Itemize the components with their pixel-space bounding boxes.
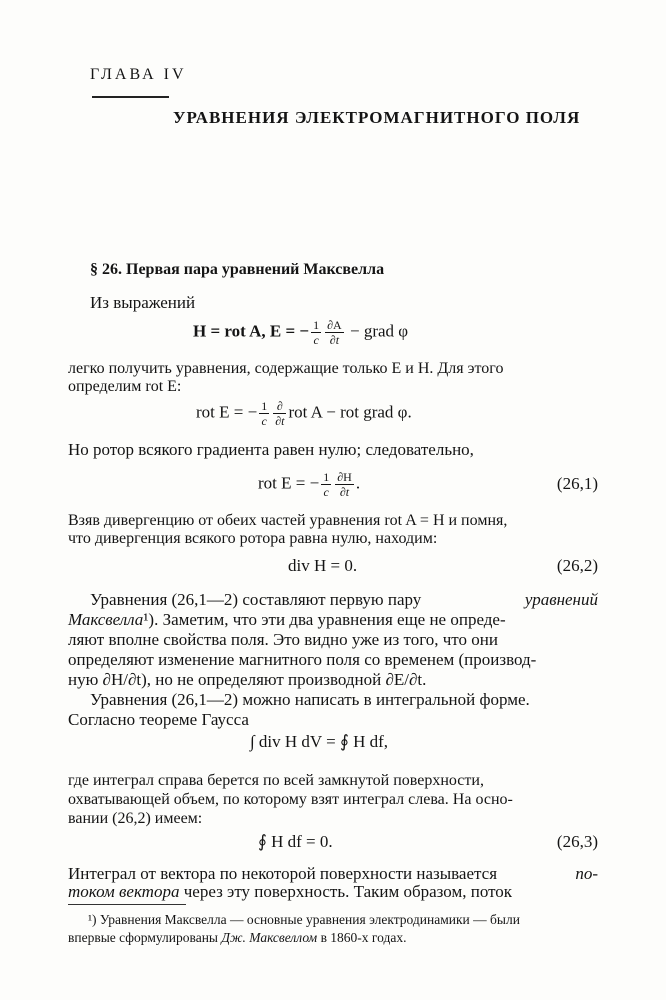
fraction-numerator: 1	[261, 399, 268, 413]
chapter-title: УРАВНЕНИЯ ЭЛЕКТРОМАГНИТНОГО ПОЛЯ	[173, 108, 581, 127]
paragraph-line	[68, 882, 512, 902]
text-run-italic: током вектора	[68, 882, 180, 901]
fraction-denominator: c	[323, 485, 329, 499]
fraction-denominator: c	[313, 333, 319, 347]
equation-gauss: ∫ div H dV = ∮ H df,	[250, 732, 389, 751]
fraction	[321, 470, 331, 499]
equation-part: rot A − rot grad φ.	[288, 402, 412, 422]
chapter-rule	[92, 96, 169, 98]
text-run-italic: по-	[575, 864, 598, 883]
equation-number: (26,2)	[556, 556, 598, 575]
paragraph-line: определяют изменение магнитного поля со временем (производ-	[68, 650, 537, 669]
equation-26-2: div H = 0.	[288, 556, 358, 575]
paragraph-line: легко получить уравнения, содержащие только E и H. Для этого	[68, 360, 504, 377]
equation-part: rot E = −	[258, 473, 320, 493]
section-heading: § 26. Первая пара уравнений Максвелла	[90, 261, 385, 278]
paragraph-line: вании (26,2) имеем:	[68, 810, 203, 827]
fraction	[273, 399, 286, 428]
fraction-denominator: ∂t	[339, 485, 350, 499]
paragraph-line	[68, 610, 506, 630]
equation-number: (26,3)	[556, 832, 598, 851]
paragraph-line: Взяв дивергенцию от обеих частей уравнения rot A = H и помня,	[68, 512, 508, 529]
fraction-numerator: ∂A	[327, 318, 342, 332]
paragraph-line: ляют вполне свойства поля. Это видно уже из того, что они	[68, 630, 498, 649]
equation-rot-e-intermediate	[196, 399, 412, 428]
text-run-italic: Дж. Максвеллом	[221, 930, 318, 945]
text-run: Уравнения (26,1—2) составляют первую пару	[90, 590, 422, 609]
fraction-numerator: 1	[313, 318, 320, 332]
equation-26-3: ∮ H df = 0.	[258, 832, 333, 851]
equation-part: .	[355, 473, 361, 493]
footnote-rule	[68, 904, 186, 905]
fraction	[335, 470, 354, 499]
fraction-numerator: ∂	[273, 399, 286, 414]
paragraph-line: Уравнения (26,1—2) можно написать в интегральной форме.	[90, 690, 530, 709]
chapter-label: ГЛАВА IV	[90, 66, 187, 83]
paragraph-line: Но ротор всякого градиента равен нулю; следовательно,	[68, 440, 474, 459]
text-run-italic: Максвелла	[68, 610, 144, 629]
equation-number: (26,1)	[556, 474, 598, 493]
equation-part: rot E = −	[196, 402, 258, 422]
paragraph-line: где интеграл справа берется по всей замкнутой поверхности,	[68, 772, 484, 789]
paragraph-line: Из выражений	[90, 293, 196, 312]
paragraph-line: что дивергенция всякого ротора равна нулю, находим:	[68, 530, 438, 547]
text-run: Интеграл от вектора по некоторой поверхности называется	[68, 864, 498, 883]
text-run: через эту поверхность. Таким образом, поток	[183, 882, 513, 901]
equation-potentials	[193, 318, 408, 347]
paragraph-line: Согласно теореме Гаусса	[68, 710, 249, 729]
equation-part: H = rot A, E = −	[193, 321, 310, 341]
text-run: впервые сформулированы	[68, 930, 218, 945]
fraction	[325, 318, 344, 347]
text-run-italic: уравнений	[524, 590, 598, 609]
fraction-numerator: ∂H	[337, 470, 352, 484]
text-run: в 1860-х годах.	[320, 930, 407, 945]
paragraph-line	[68, 864, 598, 884]
footnote-line	[68, 930, 406, 946]
equation-part: − grad φ	[349, 321, 409, 341]
fraction-denominator: ∂t	[329, 333, 340, 347]
paragraph-line	[68, 590, 598, 610]
fraction-numerator: 1	[323, 470, 330, 484]
fraction	[311, 318, 321, 347]
paragraph-line: ную ∂H/∂t), но не определяют производной ∂E/∂t.	[68, 670, 427, 689]
paragraph-line: охватывающей объем, по которому взят интеграл слева. На осно-	[68, 791, 513, 808]
equation-26-1	[258, 470, 360, 499]
fraction-denominator: ∂t	[275, 414, 285, 428]
fraction	[259, 399, 269, 428]
paragraph-line: определим rot E:	[68, 378, 182, 395]
text-run: ¹). Заметим, что эти два уравнения еще не опреде-	[143, 610, 506, 629]
footnote-line: ¹) Уравнения Максвелла — основные уравнения электродинамики — были	[88, 912, 520, 927]
fraction-denominator: c	[261, 414, 267, 428]
